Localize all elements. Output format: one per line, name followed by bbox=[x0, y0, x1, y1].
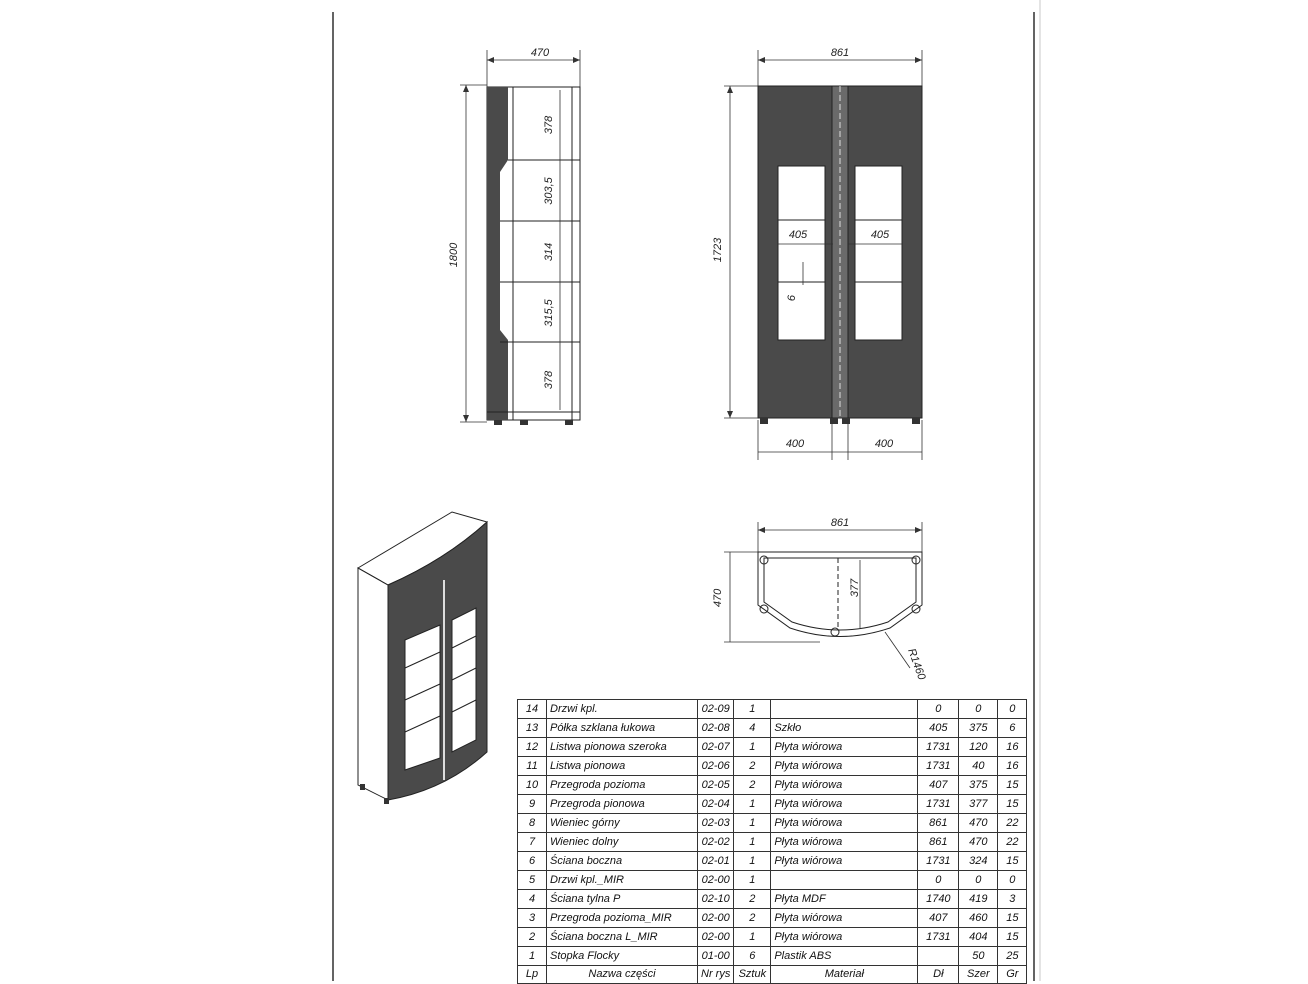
row-lp: 9 bbox=[518, 795, 547, 814]
table-row bbox=[518, 757, 1027, 776]
row-material: Płyta wiórowa bbox=[771, 852, 918, 871]
row-qty: 1 bbox=[734, 795, 771, 814]
top-view bbox=[712, 517, 928, 682]
row-material: Płyta MDF bbox=[771, 890, 918, 909]
row-lp: 14 bbox=[518, 700, 547, 719]
row-thickness: 15 bbox=[998, 928, 1027, 947]
row-material bbox=[771, 700, 918, 719]
front-glass-left-label: 405 bbox=[788, 229, 808, 241]
row-width: 460 bbox=[959, 909, 998, 928]
row-lp: 12 bbox=[518, 738, 547, 757]
row-name: Ściana boczna L_MIR bbox=[547, 928, 698, 947]
header-qty: Sztuk bbox=[734, 966, 771, 984]
side-spacing-5: 378 bbox=[543, 370, 555, 390]
row-nr: 02-04 bbox=[698, 795, 734, 814]
row-material: Płyta wiórowa bbox=[771, 738, 918, 757]
side-height-label: 1800 bbox=[448, 242, 460, 268]
side-spacing-3: 314 bbox=[543, 242, 555, 262]
row-name: Półka szklana łukowa bbox=[547, 719, 698, 738]
row-width: 470 bbox=[959, 814, 998, 833]
row-thickness: 15 bbox=[998, 909, 1027, 928]
row-nr: 02-07 bbox=[698, 738, 734, 757]
row-name: Przegroda pozioma_MIR bbox=[547, 909, 698, 928]
table-row bbox=[518, 947, 1027, 966]
row-thickness: 0 bbox=[998, 871, 1027, 890]
row-qty: 2 bbox=[734, 776, 771, 795]
row-thickness: 15 bbox=[998, 852, 1027, 871]
row-thickness: 3 bbox=[998, 890, 1027, 909]
row-length: 1740 bbox=[918, 890, 959, 909]
row-qty: 2 bbox=[734, 757, 771, 776]
row-qty: 1 bbox=[734, 738, 771, 757]
row-lp: 6 bbox=[518, 852, 547, 871]
row-thickness: 6 bbox=[998, 719, 1027, 738]
row-width: 120 bbox=[959, 738, 998, 757]
row-width: 324 bbox=[959, 852, 998, 871]
row-material: Płyta wiórowa bbox=[771, 776, 918, 795]
row-qty: 2 bbox=[734, 890, 771, 909]
front-height-label: 1723 bbox=[712, 237, 724, 263]
side-spacing-2: 303,5 bbox=[543, 177, 555, 205]
row-material: Płyta wiórowa bbox=[771, 909, 918, 928]
front-glass-right-label: 405 bbox=[870, 229, 890, 241]
row-width: 375 bbox=[959, 719, 998, 738]
front-view bbox=[712, 47, 922, 460]
row-thickness: 22 bbox=[998, 814, 1027, 833]
row-qty: 1 bbox=[734, 700, 771, 719]
row-nr: 02-01 bbox=[698, 852, 734, 871]
row-lp: 7 bbox=[518, 833, 547, 852]
row-width: 470 bbox=[959, 833, 998, 852]
row-lp: 3 bbox=[518, 909, 547, 928]
table-row bbox=[518, 852, 1027, 871]
row-lp: 11 bbox=[518, 757, 547, 776]
header-name: Nazwa części bbox=[547, 966, 698, 984]
row-length: 1731 bbox=[918, 928, 959, 947]
row-material: Szkło bbox=[771, 719, 918, 738]
row-qty: 2 bbox=[734, 909, 771, 928]
row-name: Listwa pionowa bbox=[547, 757, 698, 776]
side-width-label: 470 bbox=[530, 47, 550, 59]
row-name: Listwa pionowa szeroka bbox=[547, 738, 698, 757]
table-row bbox=[518, 814, 1027, 833]
row-length: 405 bbox=[918, 719, 959, 738]
header-material: Materiał bbox=[771, 966, 918, 984]
row-length: 0 bbox=[918, 700, 959, 719]
row-nr: 02-05 bbox=[698, 776, 734, 795]
row-width: 40 bbox=[959, 757, 998, 776]
row-qty: 1 bbox=[734, 852, 771, 871]
row-name: Ściana tylna P bbox=[547, 890, 698, 909]
row-name: Wieniec górny bbox=[547, 814, 698, 833]
top-radius-label: R1460 bbox=[905, 646, 928, 682]
row-material: Płyta wiórowa bbox=[771, 757, 918, 776]
row-length: 1731 bbox=[918, 757, 959, 776]
row-qty: 1 bbox=[734, 814, 771, 833]
perspective-view bbox=[358, 512, 487, 804]
header-length: Dł bbox=[918, 966, 959, 984]
front-width-label: 861 bbox=[830, 47, 850, 59]
row-length bbox=[918, 947, 959, 966]
row-name: Wieniec dolny bbox=[547, 833, 698, 852]
row-width: 50 bbox=[959, 947, 998, 966]
row-thickness: 16 bbox=[998, 757, 1027, 776]
row-name: Stopka Flocky bbox=[547, 947, 698, 966]
row-thickness: 16 bbox=[998, 738, 1027, 757]
table-row bbox=[518, 738, 1027, 757]
row-material bbox=[771, 871, 918, 890]
row-name: Drzwi kpl. bbox=[547, 700, 698, 719]
row-nr: 02-09 bbox=[698, 700, 734, 719]
table-row bbox=[518, 833, 1027, 852]
row-nr: 02-00 bbox=[698, 871, 734, 890]
side-spacing-1: 378 bbox=[543, 115, 555, 135]
row-length: 1731 bbox=[918, 795, 959, 814]
row-thickness: 25 bbox=[998, 947, 1027, 966]
row-material: Płyta wiórowa bbox=[771, 833, 918, 852]
row-lp: 1 bbox=[518, 947, 547, 966]
row-width: 0 bbox=[959, 871, 998, 890]
row-material: Płyta wiórowa bbox=[771, 928, 918, 947]
row-nr: 01-00 bbox=[698, 947, 734, 966]
row-length: 407 bbox=[918, 776, 959, 795]
parts-table bbox=[517, 699, 1027, 984]
header-nr: Nr rys bbox=[698, 966, 734, 984]
row-length: 861 bbox=[918, 833, 959, 852]
row-name: Ściana boczna bbox=[547, 852, 698, 871]
row-width: 375 bbox=[959, 776, 998, 795]
row-thickness: 22 bbox=[998, 833, 1027, 852]
row-length: 0 bbox=[918, 871, 959, 890]
row-qty: 1 bbox=[734, 833, 771, 852]
row-nr: 02-10 bbox=[698, 890, 734, 909]
row-length: 1731 bbox=[918, 852, 959, 871]
row-nr: 02-06 bbox=[698, 757, 734, 776]
front-gap-label: 6 bbox=[786, 294, 798, 302]
table-row bbox=[518, 928, 1027, 947]
row-thickness: 0 bbox=[998, 700, 1027, 719]
top-inner-depth-label: 377 bbox=[849, 578, 861, 598]
table-row bbox=[518, 909, 1027, 928]
top-depth-label: 470 bbox=[712, 588, 724, 608]
table-row bbox=[518, 890, 1027, 909]
row-lp: 13 bbox=[518, 719, 547, 738]
header-thickness: Gr bbox=[998, 966, 1027, 984]
row-lp: 2 bbox=[518, 928, 547, 947]
row-material: Płyta wiórowa bbox=[771, 795, 918, 814]
side-view bbox=[448, 47, 580, 425]
row-qty: 1 bbox=[734, 928, 771, 947]
row-qty: 1 bbox=[734, 871, 771, 890]
row-name: Przegroda pozioma bbox=[547, 776, 698, 795]
row-name: Drzwi kpl._MIR bbox=[547, 871, 698, 890]
row-name: Przegroda pionowa bbox=[547, 795, 698, 814]
table-row bbox=[518, 795, 1027, 814]
row-nr: 02-00 bbox=[698, 928, 734, 947]
row-width: 377 bbox=[959, 795, 998, 814]
row-qty: 6 bbox=[734, 947, 771, 966]
row-length: 407 bbox=[918, 909, 959, 928]
row-nr: 02-02 bbox=[698, 833, 734, 852]
row-nr: 02-00 bbox=[698, 909, 734, 928]
row-length: 1731 bbox=[918, 738, 959, 757]
row-nr: 02-03 bbox=[698, 814, 734, 833]
front-bottom-left-label: 400 bbox=[785, 438, 805, 450]
parts-table-body bbox=[518, 700, 1027, 966]
row-qty: 4 bbox=[734, 719, 771, 738]
row-material: Plastik ABS bbox=[771, 947, 918, 966]
header-lp: Lp bbox=[518, 966, 547, 984]
row-nr: 02-08 bbox=[698, 719, 734, 738]
row-width: 0 bbox=[959, 700, 998, 719]
row-width: 404 bbox=[959, 928, 998, 947]
table-row bbox=[518, 700, 1027, 719]
row-thickness: 15 bbox=[998, 776, 1027, 795]
table-row bbox=[518, 719, 1027, 738]
table-row bbox=[518, 776, 1027, 795]
side-spacing-4: 315,5 bbox=[543, 299, 555, 327]
table-row bbox=[518, 871, 1027, 890]
row-thickness: 15 bbox=[998, 795, 1027, 814]
row-lp: 5 bbox=[518, 871, 547, 890]
row-lp: 8 bbox=[518, 814, 547, 833]
front-bottom-right-label: 400 bbox=[874, 438, 894, 450]
top-width-label: 861 bbox=[830, 517, 850, 529]
row-length: 861 bbox=[918, 814, 959, 833]
row-lp: 4 bbox=[518, 890, 547, 909]
header-width: Szer bbox=[959, 966, 998, 984]
row-material: Płyta wiórowa bbox=[771, 814, 918, 833]
row-lp: 10 bbox=[518, 776, 547, 795]
row-width: 419 bbox=[959, 890, 998, 909]
